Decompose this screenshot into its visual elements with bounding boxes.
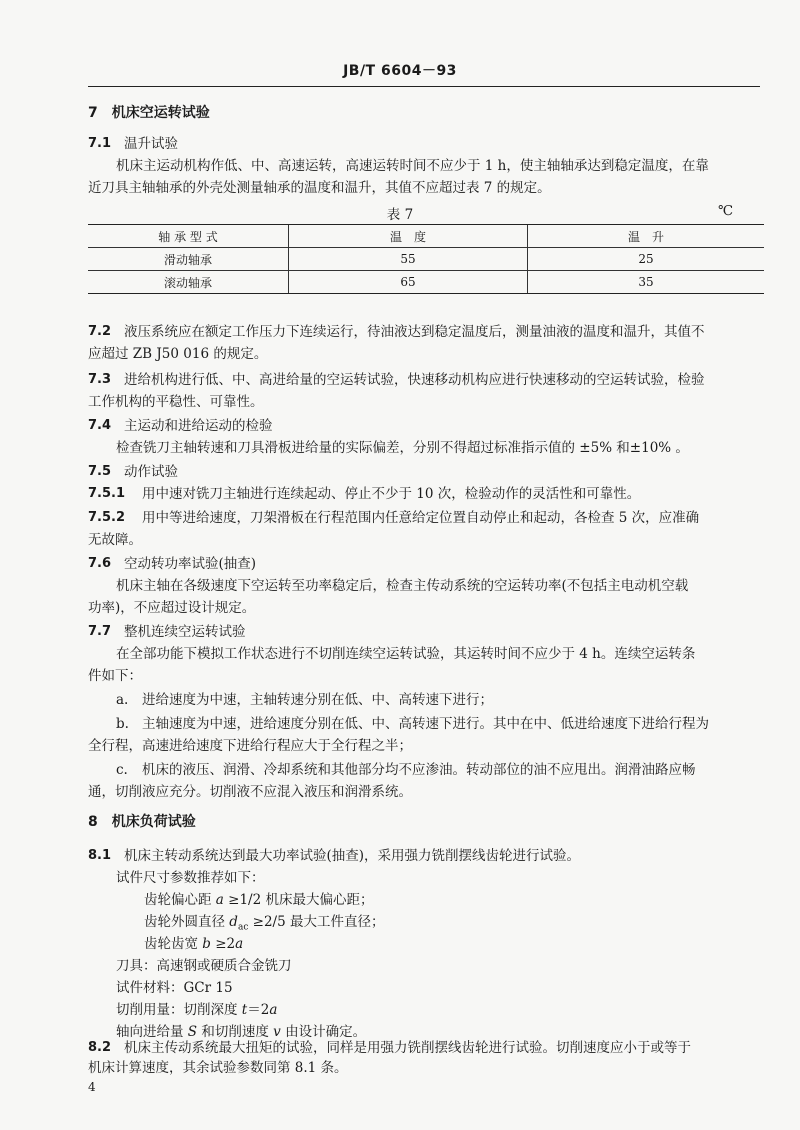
param-symbol: b xyxy=(202,936,211,952)
section-8-2-number: 8.2 xyxy=(88,1040,112,1055)
table-header-cell: 温 度 xyxy=(289,225,528,248)
list-item-b-text-line-1: 主轴速度为中速，进给速度分别在低、中、高转速下进行。其中在中、低进给速度下进给行程为 xyxy=(142,716,709,732)
cutting-value: ＝2 xyxy=(247,1002,270,1018)
table-cell: 65 xyxy=(289,271,528,294)
param-label: 齿轮偏心距 xyxy=(144,892,216,908)
header-divider xyxy=(88,86,760,87)
table-row xyxy=(88,248,764,271)
section-7-3-text-line-1: 进给机构进行低、中、高进给量的空运转试验，快速移动机构应进行快速移动的空运转试验，检验 xyxy=(124,372,705,388)
section-7-7-number: 7.7 xyxy=(88,624,112,639)
param-symbol: a xyxy=(235,936,244,952)
table-7-unit: ℃ xyxy=(718,203,734,219)
section-7-4-number: 7.4 xyxy=(88,418,112,433)
section-8-1-text: 机床主转动系统达到最大功率试验(抽查)，采用强力铣削摆线齿轮进行试验。 xyxy=(124,848,581,864)
section-7-2-text-line-2: 应超过 ZB J50 016 的规定。 xyxy=(88,346,268,362)
section-7-6-text-line-1: 机床主轴在各级速度下空运转至功率稳定后，检查主传动系统的空运转功率(不包括主电动机空载 xyxy=(116,578,689,594)
list-item-c-text-line-2: 通，切削液应充分。切削液不应混入液压和润滑系统。 xyxy=(88,784,412,800)
param-value: ≥2/5 最大工件直径； xyxy=(248,914,385,930)
section-7-6-number: 7.6 xyxy=(88,556,112,571)
section-7-5-2-number: 7.5.2 xyxy=(88,510,126,525)
param-symbol: a xyxy=(215,892,224,908)
table-cell: 滑动轴承 xyxy=(88,248,289,271)
section-7-title: 7 机床空运转试验 xyxy=(88,105,210,121)
section-7-1-text-line-2: 近刀具主轴轴承的外壳处测量轴承的温度和温升，其值不应超过表 7 的规定。 xyxy=(88,180,551,196)
table-row xyxy=(88,271,764,294)
section-7-5-2-text-line-1: 用中等进给速度，刀架滑板在行程范围内任意给定位置自动停止和起动，各检查 5 次，应准确 xyxy=(142,510,700,526)
section-7-5-2-text-line-2: 无故障。 xyxy=(88,532,142,548)
section-7-3-text-line-2: 工作机构的平稳性、可靠性。 xyxy=(88,394,264,410)
table-cell: 滚动轴承 xyxy=(88,271,289,294)
cutting-symbol: a xyxy=(269,1002,278,1018)
cutting-symbol: t xyxy=(241,1002,248,1018)
cutting-label: 切削用量：切削深度 xyxy=(116,1002,242,1018)
param-symbol: d xyxy=(229,914,238,930)
param-subscript: ac xyxy=(237,922,249,933)
feed-label: 轴向进给量 xyxy=(116,1024,188,1040)
list-item-a-text: 进给速度为中速，主轴转速分别在低、中、高转速下进行； xyxy=(142,692,493,708)
section-7-6-text-line-2: 功率)，不应超过设计规定。 xyxy=(88,600,256,616)
param-eccentricity xyxy=(144,890,373,910)
section-7-7-text-line-1: 在全部功能下模拟工作状态进行不切削连续空运转试验，其运转时间不应少于 4 h。连续空运转条 xyxy=(116,646,696,662)
section-7-7-title: 整机连续空运转试验 xyxy=(124,624,246,640)
table-cell: 55 xyxy=(289,248,528,271)
section-7-6-title: 空动转功率试验(抽查) xyxy=(124,556,257,572)
speed-symbol: v xyxy=(273,1024,281,1040)
list-item-b-label: b. xyxy=(116,716,129,732)
param-label: 齿轮齿宽 xyxy=(144,936,203,952)
section-7-5-1-text: 用中速对铣刀主轴进行连续起动、停止不少于 10 次，检验动作的灵活性和可靠性。 xyxy=(142,486,641,502)
section-7-1-text-line-1: 机床主运动机构作低、中、高速运转，高速运转时间不应少于 1 h，使主轴轴承达到稳定温度，在靠 xyxy=(116,158,709,174)
table-header-cell: 温 升 xyxy=(528,225,765,248)
section-7-1-title: 温升试验 xyxy=(124,136,178,152)
param-value: ≥2 xyxy=(210,936,236,952)
section-8-2-text-line-2: 机床计算速度，其余试验参数同第 8.1 条。 xyxy=(88,1060,348,1076)
list-item-a-label: a. xyxy=(116,692,129,708)
table-header-cell: 轴 承 型 式 xyxy=(88,225,289,248)
table-cell: 35 xyxy=(528,271,765,294)
table-7 xyxy=(88,224,764,294)
param-value: ≥1/2 机床最大偏心距； xyxy=(223,892,374,908)
feed-label: 由设计确定。 xyxy=(280,1024,367,1040)
section-7-3-number: 7.3 xyxy=(88,372,112,387)
tool-line: 刀具：高速钢或硬质合金铣刀 xyxy=(116,958,292,974)
list-item-b-text-line-2: 全行程，高速进给速度下进给行程应大于全行程之半； xyxy=(88,738,412,754)
table-7-caption: 表 7 xyxy=(386,207,414,223)
material-line: 试件材料：GCr 15 xyxy=(116,980,233,996)
param-label: 齿轮外圆直径 xyxy=(144,914,230,930)
section-7-5-title: 动作试验 xyxy=(124,464,178,480)
page-number: 4 xyxy=(88,1080,96,1094)
cutting-depth-line xyxy=(116,1000,277,1020)
section-8-1-params-intro: 试件尺寸参数推荐如下： xyxy=(116,870,265,886)
section-7-5-number: 7.5 xyxy=(88,464,112,479)
section-7-2-text-line-1: 液压系统应在额定工作压力下连续运行，待油液达到稳定温度后，测量油液的温度和温升，其值不 xyxy=(124,324,705,340)
section-8-1-number: 8.1 xyxy=(88,848,112,863)
param-face-width xyxy=(144,934,243,954)
list-item-c-text-line-1: 机床的液压、润滑、冷却系统和其他部分均不应渗油。转动部位的油不应甩出。润滑油路应畅 xyxy=(142,762,696,778)
section-7-2-number: 7.2 xyxy=(88,324,112,339)
feed-symbol: S xyxy=(187,1024,198,1040)
list-item-c-label: c. xyxy=(116,762,128,778)
table-cell: 25 xyxy=(528,248,765,271)
feed-label: 和切削速度 xyxy=(197,1024,274,1040)
section-7-4-text: 检查铣刀主轴转速和刀具滑板进给量的实际偏差，分别不得超过标准指示值的 ±5% 和±10% 。 xyxy=(116,440,689,456)
table-header-row xyxy=(88,225,764,248)
section-7-5-1-number: 7.5.1 xyxy=(88,486,126,501)
section-7-4-title: 主运动和进给运动的检验 xyxy=(124,418,273,434)
section-8-2-text-line-1: 机床主传动系统最大扭矩的试验，同样是用强力铣削摆线齿轮进行试验。切削速度应小于或等于 xyxy=(124,1040,691,1056)
document-code-header: JB/T 6604－93 xyxy=(343,63,457,79)
section-8-title: 8 机床负荷试验 xyxy=(88,814,196,830)
section-7-7-text-line-2: 件如下： xyxy=(88,668,142,684)
section-7-1-number: 7.1 xyxy=(88,136,112,151)
